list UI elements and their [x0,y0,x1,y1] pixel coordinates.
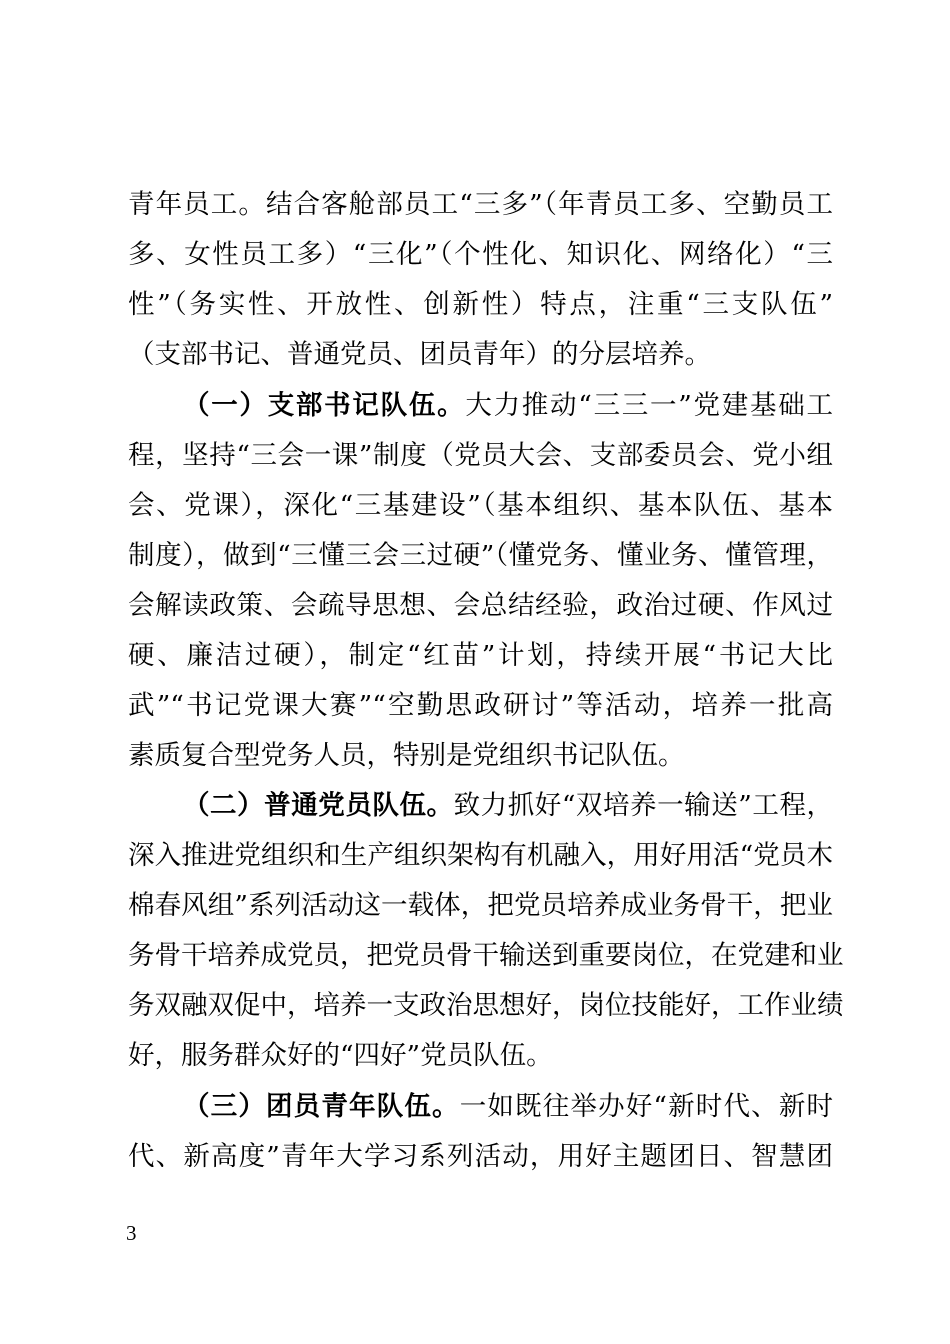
section1-first-line [183,382,833,430]
section1-first-line-text: 大力推动“三三一”党建基础工 [465,390,833,421]
section2-line-6: 好，服务群众好的“四好”党员队伍。 [128,1040,553,1071]
section3-heading: （三）团员青年队伍。 [183,1091,460,1122]
intro-line-1: 青年员工。结合客舱部员工“三多”（年青员工多、空勤员工 [128,189,833,220]
section2-first-line [183,782,833,830]
intro-line-3: 性”（务实性、开放性、创新性）特点，注重“三支队伍” [128,289,833,320]
section1-line-3: 会、党课），深化“三基建设”（基本组织、基本队伍、基本 [128,490,833,521]
section1-line-6: 硬、廉洁过硬），制定“红苗”计划，持续开展“书记大比 [128,640,833,671]
intro-line-4: （支部书记、普通党员、团员青年）的分层培养。 [128,339,711,370]
section1-heading: （一）支部书记队伍。 [183,390,466,421]
section2-first-line-text: 致力抓好“双培养一输送”工程， [453,790,833,821]
section2-line-3: 棉春风组”系列活动这一载体，把党员培养成业务骨干，把业 [128,890,833,921]
section1-line-4: 制度），做到“三懂三会三过硬”（懂党务、懂业务、懂管理， [128,540,833,571]
section3-first-line-text: 一如既往举办好“新时代、新时 [459,1091,833,1122]
section1-line-8: 素质复合型党务人员，特别是党组织书记队伍。 [128,740,685,771]
section1-line-5: 会解读政策、会疏导思想、会总结经验，政治过硬、作风过 [128,590,833,621]
section2-line-4: 务骨干培养成党员，把党员骨干输送到重要岗位，在党建和业 [128,940,844,971]
section2-line-5: 务双融双促中，培养一支政治思想好，岗位技能好，工作业绩 [128,990,844,1021]
section2-heading: （二）普通党员队伍。 [183,790,454,821]
section2-line-2: 深入推进党组织和生产组织架构有机融入，用好用活“党员木 [128,840,833,871]
section3-first-line [183,1083,833,1131]
section1-line-2: 程，坚持“三会一课”制度（党员大会、支部委员会、党小组 [128,440,833,471]
section1-line-7: 武”“书记党课大赛”“空勤思政研讨”等活动，培养一批高 [128,690,833,721]
section3-line-2: 代、新高度”青年大学习系列活动，用好主题团日、智慧团 [128,1141,833,1172]
intro-line-2: 多、女性员工多）“三化”（个性化、知识化、网络化）“三 [128,239,833,270]
page-number: 3 [126,1221,137,1245]
